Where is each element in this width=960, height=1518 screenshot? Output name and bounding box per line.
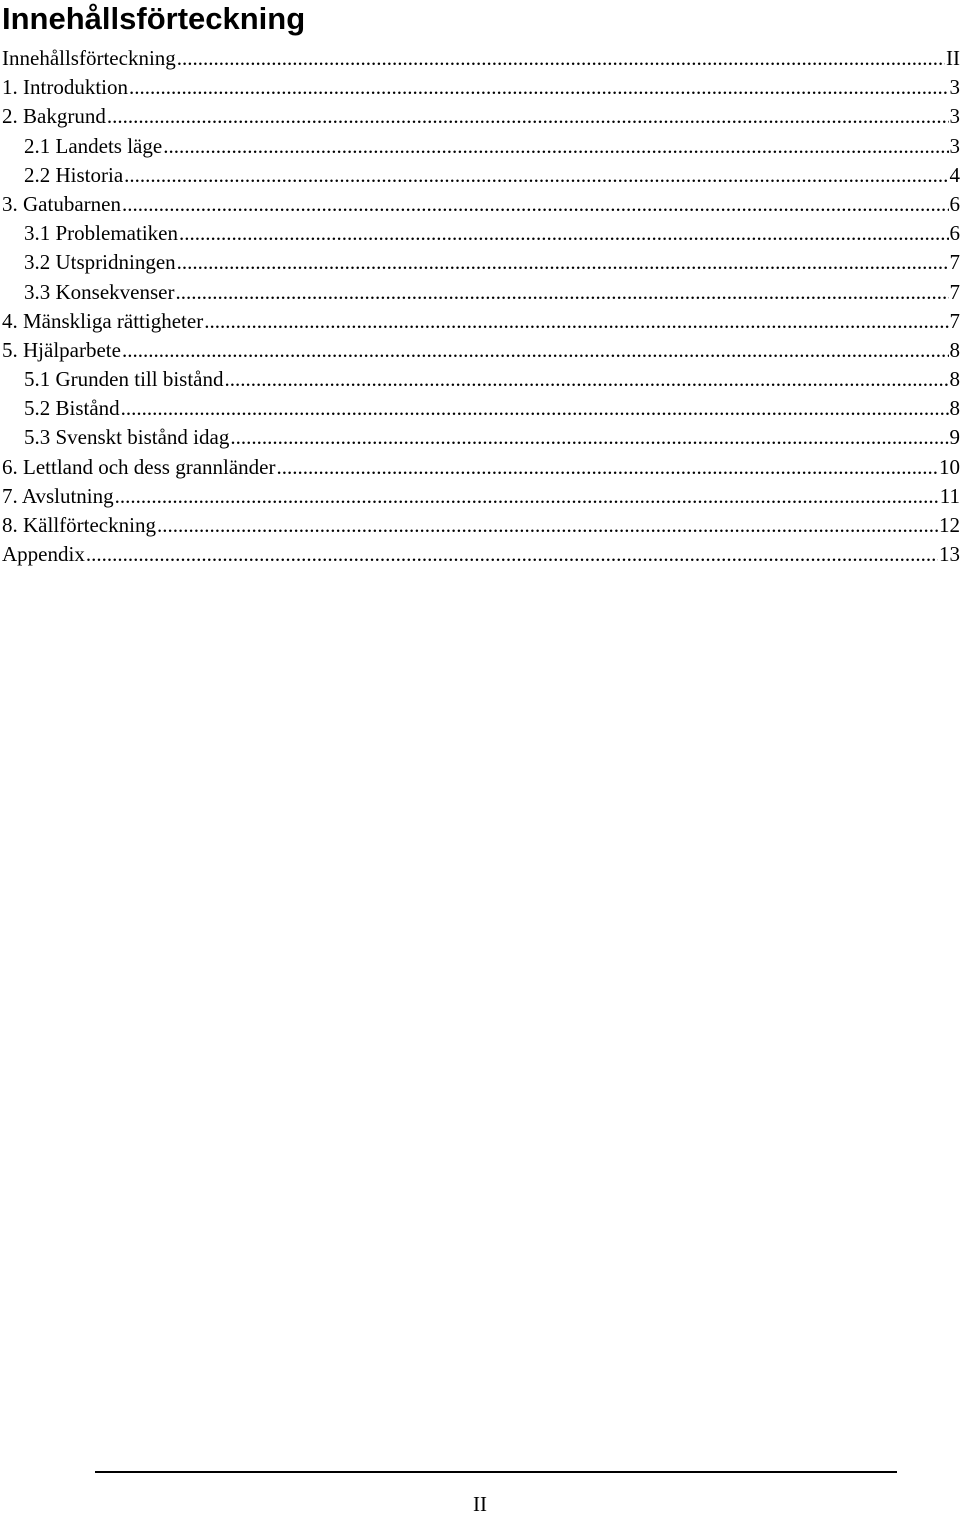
toc-entry[interactable] [2, 540, 960, 569]
toc-entry[interactable] [2, 365, 960, 394]
toc-entry-page: 8 [949, 367, 960, 392]
toc-dot-leader [86, 540, 938, 569]
toc-entry-page: 9 [949, 425, 960, 450]
toc-dot-leader [121, 394, 949, 423]
toc-entry[interactable] [2, 190, 960, 219]
toc-entry-title: 5.1 Grunden till bistånd [24, 367, 224, 392]
toc-entry-page: 3 [949, 104, 960, 129]
toc-entry-title: 5.3 Svenskt bistånd idag [24, 425, 230, 450]
toc-entry-title: 6. Lettland och dess grannländer [2, 454, 276, 479]
toc-dot-leader [122, 190, 949, 219]
toc-entry-page: 7 [949, 250, 960, 275]
toc-entry[interactable] [2, 219, 960, 248]
toc-dot-leader [204, 307, 948, 336]
toc-entry-title: 3. Gatubarnen [2, 191, 121, 216]
toc-entry[interactable] [2, 307, 960, 336]
toc-dot-leader [179, 219, 949, 248]
toc-dot-leader [124, 161, 948, 190]
table-of-contents [2, 44, 960, 569]
toc-entry[interactable] [2, 73, 960, 102]
toc-dot-leader [177, 44, 945, 73]
toc-entry-page: 7 [949, 308, 960, 333]
footer-page-number: II [473, 1492, 487, 1516]
toc-entry-title: 5. Hjälparbete [2, 337, 121, 362]
toc-entry-title: 7. Avslutning [2, 483, 114, 508]
toc-entry[interactable] [2, 453, 960, 482]
toc-dot-leader [224, 365, 948, 394]
toc-dot-leader [163, 132, 948, 161]
toc-entry-title: 3.2 Utspridningen [24, 250, 176, 275]
toc-entry[interactable] [2, 336, 960, 365]
toc-entry[interactable] [2, 44, 960, 73]
toc-entry[interactable] [2, 482, 960, 511]
toc-entry[interactable] [2, 511, 960, 540]
toc-entry-page: 8 [949, 396, 960, 421]
toc-entry-title: 2.1 Landets läge [24, 133, 163, 158]
toc-entry-page: 11 [939, 483, 960, 508]
toc-entry[interactable] [2, 248, 960, 277]
toc-dot-leader [122, 336, 949, 365]
toc-dot-leader [177, 248, 949, 277]
toc-entry-page: II [946, 46, 960, 70]
toc-entry-page: 10 [939, 454, 960, 479]
toc-dot-leader [230, 423, 948, 452]
toc-entry-title: 3.1 Problematiken [24, 221, 178, 246]
toc-entry[interactable] [2, 394, 960, 423]
toc-entry-title: Innehållsförteckning [2, 46, 176, 70]
toc-entry-page: 3 [949, 133, 960, 158]
toc-entry[interactable] [2, 132, 960, 161]
toc-dot-leader [129, 73, 949, 102]
toc-entry[interactable] [2, 102, 960, 131]
toc-entry-title: 5.2 Bistånd [24, 396, 120, 421]
toc-dot-leader [157, 511, 938, 540]
toc-entry-title: 2. Bakgrund [2, 104, 106, 129]
footer-rule [95, 1471, 897, 1473]
toc-entry-page: 3 [949, 75, 960, 100]
toc-entry-title: 2.2 Historia [24, 162, 124, 187]
toc-entry-page: 6 [949, 221, 960, 246]
toc-entry-page: 13 [939, 542, 960, 567]
toc-entry-title: Appendix [2, 542, 85, 567]
toc-dot-leader [175, 278, 948, 307]
toc-entry-page: 12 [939, 513, 960, 537]
toc-entry-title: 1. Introduktion [2, 75, 128, 100]
toc-entry[interactable] [2, 278, 960, 307]
toc-entry[interactable] [2, 423, 960, 452]
toc-dot-leader [277, 453, 939, 482]
toc-entry-page: 8 [949, 337, 960, 362]
toc-dot-leader [107, 102, 949, 131]
toc-entry-title: 4. Mänskliga rättigheter [2, 308, 204, 333]
toc-entry-title: 8. Källförteckning [2, 513, 156, 537]
toc-dot-leader [115, 482, 939, 511]
toc-entry-title: 3.3 Konsekvenser [24, 279, 175, 304]
toc-entry[interactable] [2, 161, 960, 190]
toc-entry-page: 6 [949, 191, 960, 216]
page-heading: Innehållsförteckning [2, 1, 306, 36]
toc-entry-page: 7 [949, 279, 960, 304]
toc-entry-page: 4 [949, 162, 960, 187]
